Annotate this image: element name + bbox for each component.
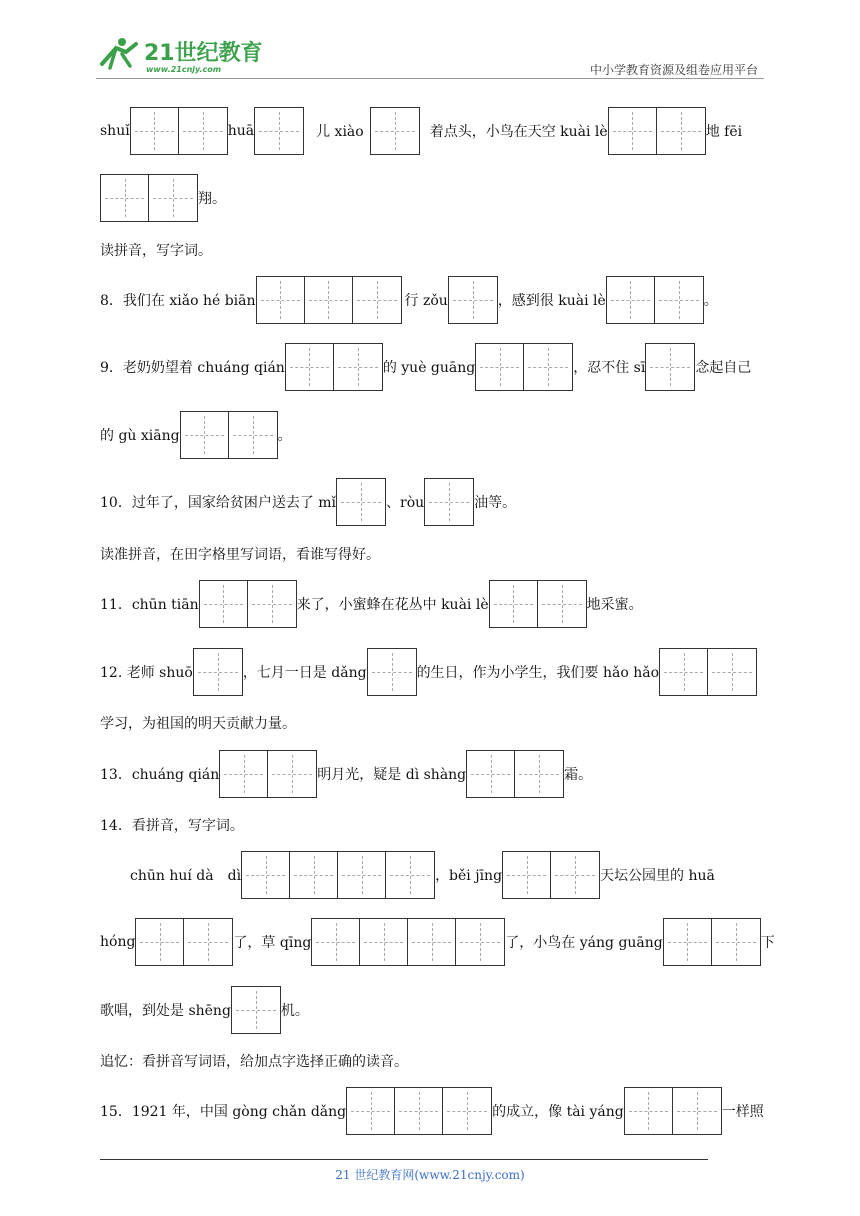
- question-13: 13．chuáng qián 明月光，疑是 dì shàng 霜。: [100, 750, 592, 798]
- answer-grid[interactable]: [135, 918, 233, 966]
- question-8: 8．我们在 xiǎo hé biān 行 zǒu ，感到很 kuài lè 。: [100, 276, 718, 324]
- answer-grid[interactable]: [256, 276, 402, 324]
- answer-grid[interactable]: [346, 1087, 492, 1135]
- platform-name: 中小学教育资源及组卷应用平台: [589, 63, 758, 77]
- answer-grid[interactable]: [285, 343, 383, 391]
- answer-grid[interactable]: [424, 478, 474, 526]
- section-title: 读拼音，写字词。: [100, 243, 212, 259]
- line-spring-2: 翔。: [100, 174, 226, 222]
- answer-grid[interactable]: [466, 750, 564, 798]
- header-divider: [96, 78, 764, 79]
- answer-grid[interactable]: [231, 986, 281, 1034]
- answer-grid[interactable]: [219, 750, 317, 798]
- question-9: 9．老奶奶望着 chuáng qián 的 yuè guāng ，忍不住 sī 念起自己: [100, 343, 751, 391]
- page-header: [96, 30, 764, 80]
- question-14-line3: 歌唱，到处是 shēng 机。: [100, 986, 309, 1034]
- answer-grid[interactable]: [502, 851, 600, 899]
- question-15: 15．1921 年，中国 gòng chǎn dǎng 的成立，像 tài yáng 一样照: [100, 1087, 764, 1135]
- answer-grid[interactable]: [180, 411, 278, 459]
- answer-grid[interactable]: [608, 107, 706, 155]
- footer-divider: [100, 1159, 708, 1160]
- question-14-line1: chūn huí dà dì ，běi jīng 天坛公园里的 huā: [130, 851, 715, 899]
- answer-grid[interactable]: [367, 648, 417, 696]
- question-9-cont: 的 gù xiāng 。: [100, 411, 292, 459]
- logo-21cnjy: [96, 34, 266, 74]
- answer-grid[interactable]: [624, 1087, 722, 1135]
- answer-grid[interactable]: [606, 276, 704, 324]
- question-12: 12. 老师 shuō ，七月一日是 dǎng 的生日，作为小学生，我们要 hǎo hǎo: [100, 648, 757, 696]
- section-title: 读准拼音，在田字格里写词语，看谁写得好。: [100, 547, 380, 563]
- answer-grid[interactable]: [193, 648, 243, 696]
- question-14: 14．看拼音，写字词。: [100, 818, 244, 834]
- answer-grid[interactable]: [130, 107, 228, 155]
- answer-grid[interactable]: [241, 851, 435, 899]
- footer-text: 21 世纪教育网(www.21cnjy.com): [335, 1168, 525, 1182]
- answer-grid[interactable]: [663, 918, 761, 966]
- svg-text:www.21cnjy.com: www.21cnjy.com: [146, 65, 222, 74]
- answer-grid[interactable]: [336, 478, 386, 526]
- section-title: 追忆：看拼音写词语，给加点字选择正确的读音。: [100, 1054, 408, 1070]
- question-11: 11．chūn tiān 来了，小蜜蜂在花丛中 kuài lè 地采蜜。: [100, 580, 643, 628]
- svg-text:21世纪教育: 21世纪教育: [144, 41, 263, 66]
- answer-grid[interactable]: [659, 648, 757, 696]
- answer-grid[interactable]: [311, 918, 505, 966]
- answer-grid[interactable]: [370, 107, 420, 155]
- question-14-line2: hóng 了，草 qīng 了，小鸟在 yáng guāng 下: [100, 918, 775, 966]
- answer-grid[interactable]: [100, 174, 198, 222]
- answer-grid[interactable]: [489, 580, 587, 628]
- line-spring: shuǐ huā 儿 xiào 着点头，小鸟在天空 kuài lè 地 fēi: [100, 107, 742, 155]
- answer-grid[interactable]: [448, 276, 498, 324]
- answer-grid[interactable]: [254, 107, 304, 155]
- question-10: 10．过年了，国家给贫困户送去了 mǐ 、ròu 油等。: [100, 478, 516, 526]
- question-12-cont: 学习，为祖国的明天贡献力量。: [100, 716, 296, 732]
- answer-grid[interactable]: [199, 580, 297, 628]
- answer-grid[interactable]: [475, 343, 573, 391]
- answer-grid[interactable]: [645, 343, 695, 391]
